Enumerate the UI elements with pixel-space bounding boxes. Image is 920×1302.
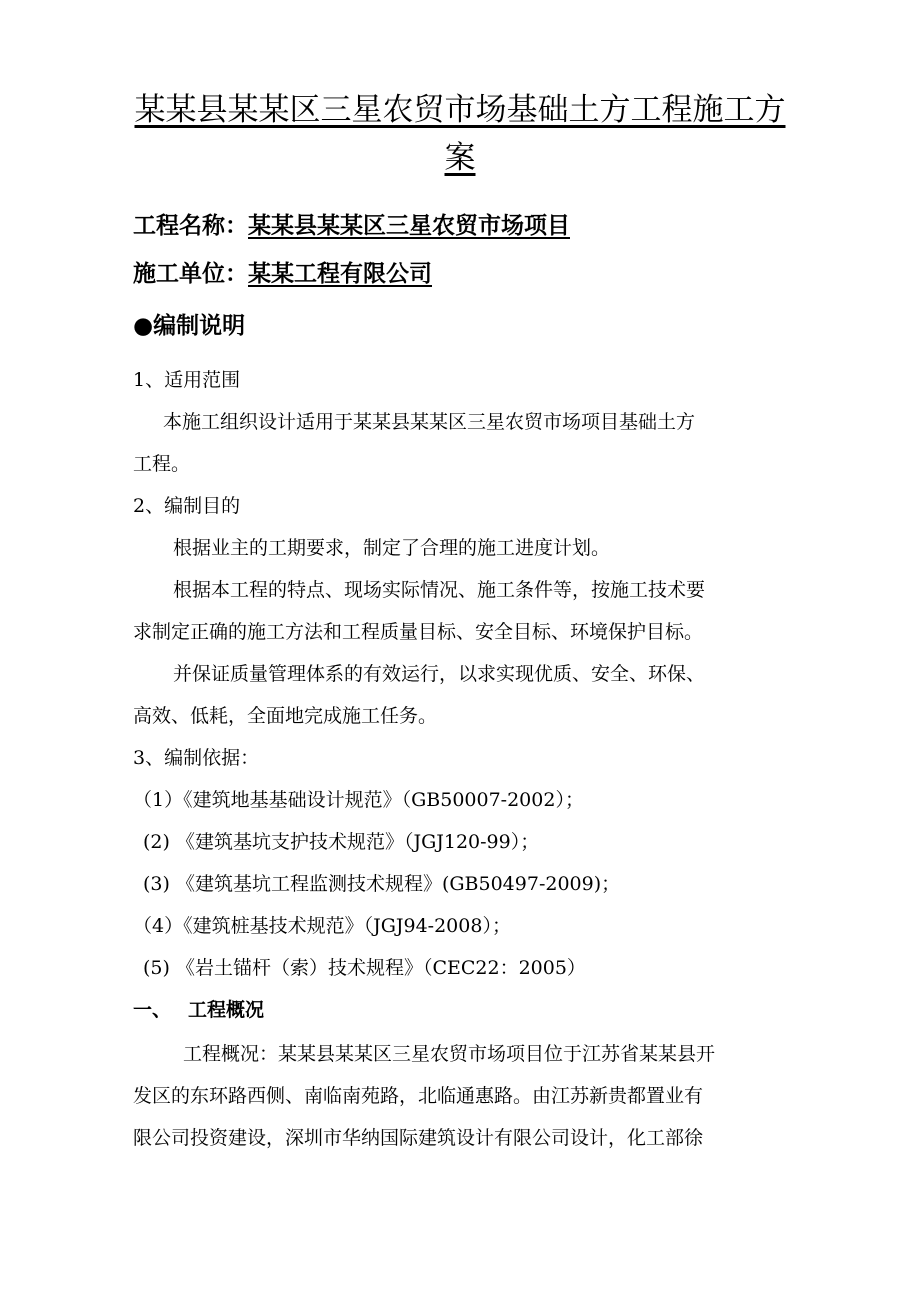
basis-item-5: (5) 《岩土锚杆（索）技术规程》（CEC22：2005）: [143, 957, 586, 979]
project-name-line: [133, 211, 570, 241]
purpose-paragraph-2-line-2: 求制定正确的施工方法和工程质量目标、安全目标、环境保护目标。: [133, 621, 704, 643]
overview-line-1: 工程概况：某某县某某区三星农贸市场项目位于江苏省某某县开: [183, 1043, 716, 1065]
basis-item-4: （4）《建筑桩基技术规范》（JGJ94-2008）；: [133, 915, 511, 937]
document-title: 某某县某某区三星农贸市场基础土方工程施工方案: [134, 92, 786, 176]
section-title: 工程概况: [188, 999, 265, 1021]
overview-line-3: 限公司投资建设，深圳市华纳国际建筑设计有限公司设计，化工部徐: [133, 1127, 704, 1149]
purpose-paragraph-1: 根据业主的工期要求，制定了合理的施工进度计划。: [173, 537, 611, 559]
scope-paragraph-line-2: 工程。: [133, 453, 191, 475]
section-project-overview: [133, 997, 264, 1023]
construction-unit-label: 施工单位：: [133, 261, 248, 287]
subsection-basis-title: 3、编制依据：: [133, 747, 260, 769]
overview-line-2: 发区的东环路西侧、南临南苑路，北临通惠路。由江苏新贵都置业有: [133, 1085, 704, 1107]
basis-item-1: （1）《建筑地基基础设计规范》（GB50007-2002）；: [133, 789, 584, 811]
subsection-scope-title: 1、适用范围: [133, 369, 241, 391]
section-compilation-notes: ●编制说明: [133, 313, 246, 339]
basis-item-3: (3) 《建筑基坑工程监测技术规程》(GB50497-2009)；: [143, 873, 621, 895]
project-name-label: 工程名称：: [133, 213, 248, 239]
purpose-paragraph-3-line-2: 高效、低耗，全面地完成施工任务。: [133, 705, 438, 727]
project-name-value: 某某县某某区三星农贸市场项目: [248, 213, 570, 239]
purpose-paragraph-2-line-1: 根据本工程的特点、现场实际情况、施工条件等，按施工技术要: [173, 579, 706, 601]
construction-unit-value: 某某工程有限公司: [248, 261, 432, 287]
construction-unit-line: [133, 259, 432, 289]
subsection-purpose-title: 2、编制目的: [133, 495, 241, 517]
basis-item-2: (2) 《建筑基坑支护技术规范》（JGJ120-99）；: [143, 831, 540, 853]
section-number: 一、: [133, 999, 172, 1021]
purpose-paragraph-3-line-1: 并保证质量管理体系的有效运行，以求实现优质、安全、环保、: [173, 663, 706, 685]
scope-paragraph-line-1: 本施工组织设计适用于某某县某某区三星农贸市场项目基础土方: [163, 411, 696, 433]
